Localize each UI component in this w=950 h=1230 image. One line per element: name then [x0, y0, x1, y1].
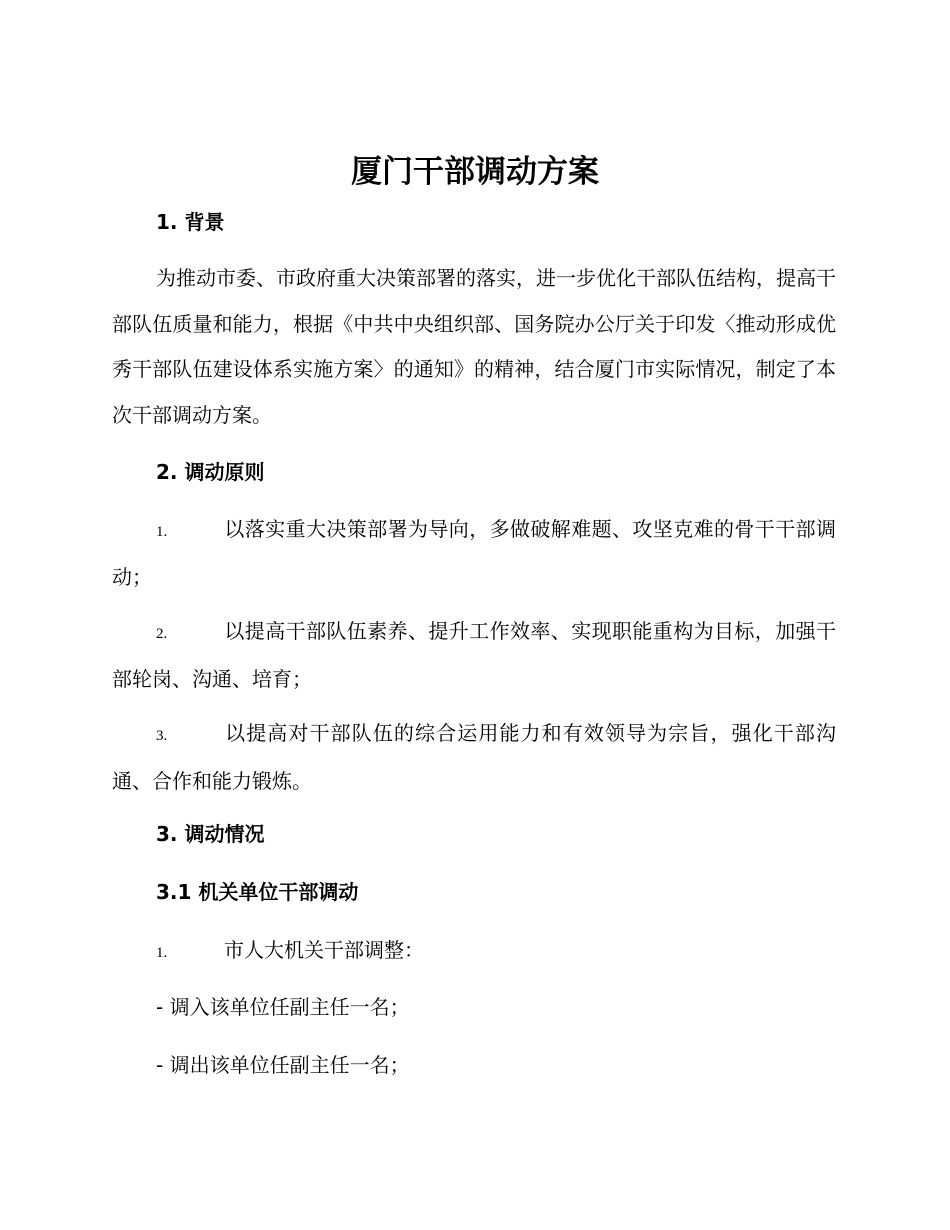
principle-item [112, 609, 836, 702]
list-item-text: 市人大机关干部调整： [224, 938, 424, 962]
list-number: 1. [156, 945, 168, 961]
section-heading-background: 1. 背景 [156, 210, 225, 234]
document-title: 厦门干部调动方案 [351, 154, 599, 190]
dash-line-transfer-out: - 调出该单位任副主任一名； [156, 1053, 410, 1077]
list-item-text: 以提高对干部队伍的综合运用能力和有效领导为宗旨，强化干部沟通、合作和能力锻炼。 [112, 721, 836, 793]
list-number: 1. [156, 524, 168, 540]
principle-item [112, 507, 836, 600]
principle-item [112, 711, 836, 804]
section-heading-principles: 2. 调动原则 [156, 460, 265, 484]
list-number: 2. [156, 626, 168, 642]
dash-line-transfer-in: - 调入该单位任副主任一名； [156, 995, 410, 1019]
situation-item [112, 928, 836, 976]
list-number: 3. [156, 728, 168, 744]
section-heading-situation: 3. 调动情况 [156, 822, 265, 846]
list-item-text: 以落实重大决策部署为导向，多做破解难题、攻坚克难的骨干干部调动； [112, 517, 836, 589]
subsection-heading-government-units: 3.1 机关单位干部调动 [156, 880, 359, 904]
list-item-text: 以提高干部队伍素养、提升工作效率、实现职能重构为目标，加强干部轮岗、沟通、培育； [112, 619, 836, 691]
background-paragraph: 为推动市委、市政府重大决策部署的落实，进一步优化干部队伍结构，提高干部队伍质量和能力，根据《中共中央组织部、国务院办公厅关于印发〈推动形成优秀干部队伍建设体系实施方案〉的通知》的精神，结合厦门市实际情况，制定了本次干部调动方案。 [112, 266, 836, 427]
